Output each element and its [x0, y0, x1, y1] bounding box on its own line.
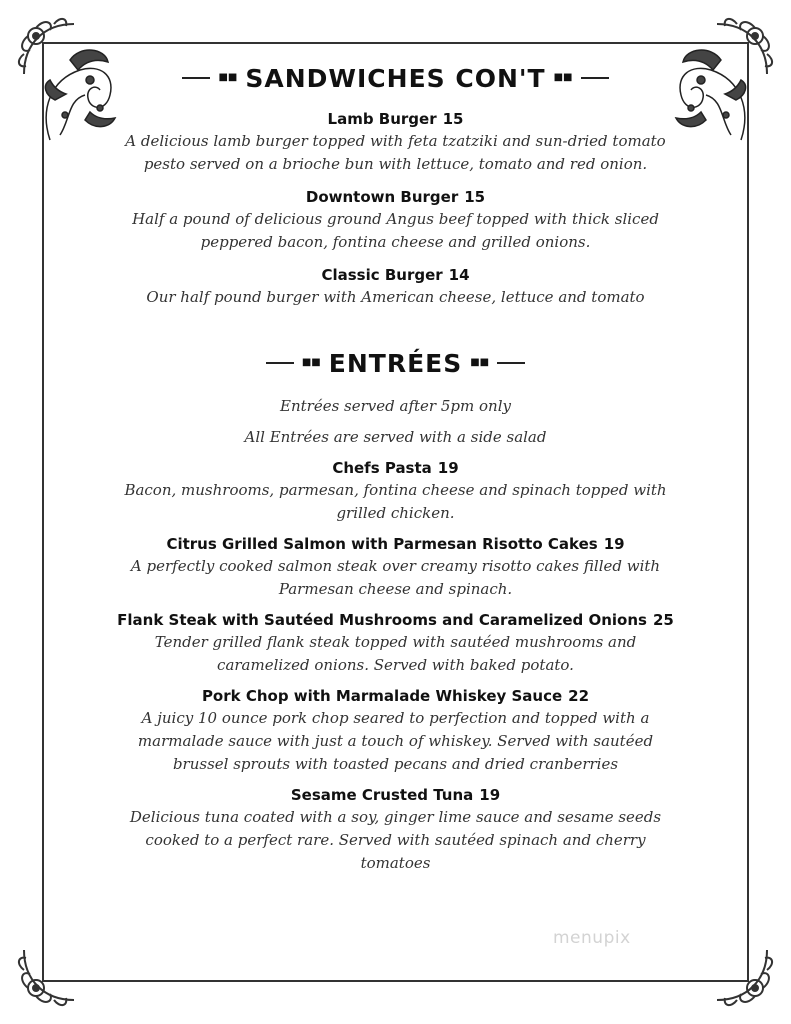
item-title: [120, 457, 671, 479]
section-title: SANDWICHES CON'T: [245, 63, 546, 93]
item-title: [120, 186, 671, 208]
menu-item: [120, 457, 671, 525]
section-title: ENTRÉES: [328, 348, 463, 378]
item-price: 14: [448, 266, 470, 284]
item-price: 15: [442, 110, 464, 128]
square-bullet-icon: ■■: [553, 72, 573, 83]
square-bullet-icon: ■■: [218, 72, 238, 83]
corner-flourish-icon: [707, 940, 777, 1010]
item-name: Lamb Burger: [327, 110, 437, 128]
item-description: Delicious tuna coated with a soy, ginger lime sauce and sesame seeds cooked to a perfect rare. Served with sautéed spinach and cherry tomatoes: [129, 808, 662, 872]
item-name: Downtown Burger: [305, 188, 459, 206]
item-price: 25: [652, 611, 674, 629]
item-price: 19: [437, 459, 459, 477]
item-description: Bacon, mushrooms, parmesan, fontina cheese and spinach topped with grilled chicken.: [124, 481, 667, 522]
entrees-note: Entrées served after 5pm only: [280, 397, 511, 415]
menu-item: [117, 609, 674, 677]
square-bullet-icon: ■■: [301, 357, 321, 368]
item-title: [120, 784, 671, 806]
item-title: [120, 108, 671, 130]
item-description: A perfectly cooked salmon steak over creamy risotto cakes filled with Parmesan cheese and spinach.: [130, 557, 661, 598]
menu-item: [120, 186, 671, 254]
item-price: 19: [603, 535, 625, 553]
item-name: Chefs Pasta: [332, 459, 432, 477]
entrees-note: All Entrées are served with a side salad: [244, 428, 547, 446]
item-description: A juicy 10 ounce pork chop seared to perfection and topped with a marmalade sauce with just a touch of whiskey. Served with sautéed brussel sprouts with toasted pecans and dried cranberries: [137, 709, 654, 773]
sandwiches-heading: [120, 58, 671, 98]
entrees-heading: [120, 343, 671, 383]
item-title: [120, 685, 671, 707]
item-name: Classic Burger: [321, 266, 443, 284]
menu-content: [117, 58, 674, 875]
item-description: Our half pound burger with American cheese, lettuce and tomato: [146, 288, 645, 306]
item-name: Sesame Crusted Tuna: [290, 786, 474, 804]
item-description: A delicious lamb burger topped with feta tzatziki and sun-dried tomato pesto served on a brioche bun with lettuce, tomato and red onion.: [125, 132, 666, 173]
item-name: Citrus Grilled Salmon with Parmesan Risotto Cakes: [166, 535, 598, 553]
divider: [266, 362, 294, 364]
item-description: Half a pound of delicious ground Angus beef topped with thick sliced peppered bacon, fontina cheese and grilled onions.: [132, 210, 659, 251]
watermark-logo: menupix: [553, 928, 631, 948]
menu-item: [120, 685, 671, 776]
corner-flourish-icon: [14, 940, 84, 1010]
item-name: Pork Chop with Marmalade Whiskey Sauce: [201, 687, 563, 705]
divider: [182, 77, 210, 79]
item-name: Flank Steak with Sautéed Mushrooms and Caramelized Onions: [117, 611, 647, 629]
divider: [581, 77, 609, 79]
menu-item: [120, 784, 671, 875]
divider: [497, 362, 525, 364]
item-price: 22: [568, 687, 590, 705]
item-description: Tender grilled flank steak topped with sautéed mushrooms and caramelized onions. Served with baked potato.: [154, 633, 637, 674]
square-bullet-icon: ■■: [470, 357, 490, 368]
item-title: [120, 264, 671, 286]
menu-item: [120, 108, 671, 176]
item-price: 19: [479, 786, 501, 804]
item-title: [120, 533, 671, 555]
menu-item: [120, 264, 671, 309]
item-title: [100, 609, 691, 631]
item-price: 15: [464, 188, 486, 206]
menu-item: [120, 533, 671, 601]
